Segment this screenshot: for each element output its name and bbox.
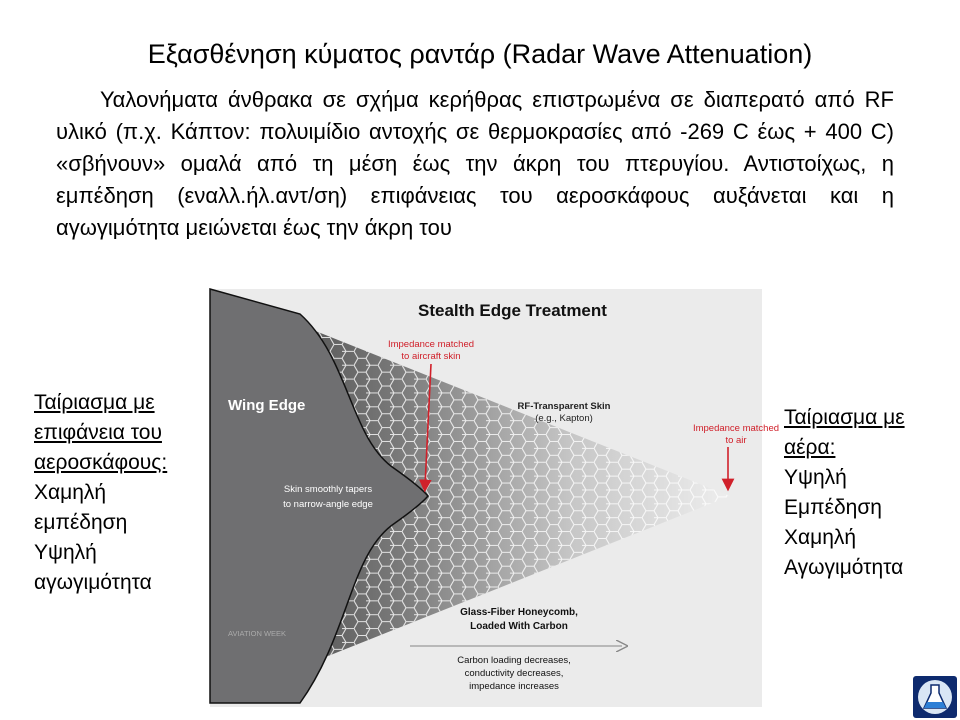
honeycomb-label: Loaded With Carbon bbox=[470, 621, 568, 632]
body-line: διαπερατό από RF υλικό (π.χ. Κάπτον: πολυιμίδιο αντοχής σε bbox=[56, 87, 894, 144]
left-note-line: Υψηλή bbox=[34, 541, 97, 564]
body-line: μέση έως την άκρη του πτερυγίου. Αντιστοίχως, η εμπέδηση bbox=[56, 151, 894, 208]
wing-edge-label: Wing Edge bbox=[228, 397, 306, 414]
left-note-heading: επιφάνεια του bbox=[34, 421, 162, 444]
impedance-air-label: to air bbox=[725, 435, 747, 446]
impedance-skin-label: to aircraft skin bbox=[401, 351, 461, 362]
diagram-title: Stealth Edge Treatment bbox=[418, 301, 607, 320]
rf-skin-label: RF-Transparent Skin bbox=[517, 401, 611, 412]
rf-skin-label: (e.g., Kapton) bbox=[535, 413, 593, 424]
slide-body-text bbox=[56, 84, 894, 244]
impedance-skin-label: Impedance matched bbox=[387, 339, 475, 350]
body-line: θερμοκρασίες από -269 C έως + 400 C) «σβήνουν» ομαλά από τη bbox=[56, 119, 894, 176]
skin-tapers-label: to narrow-angle edge bbox=[283, 499, 373, 510]
right-note-heading: Ταίριασμα με bbox=[784, 406, 905, 429]
slide-title: Εξασθένηση κύματος ραντάρ (Radar Wave Attenuation) bbox=[147, 39, 813, 69]
right-note-line: Χαμηλή bbox=[784, 526, 857, 549]
left-note-heading: αεροσκάφους: bbox=[34, 451, 168, 474]
right-note-line: Αγωγιμότητα bbox=[784, 556, 904, 579]
aviation-week-watermark: AVIATION WEEK bbox=[228, 629, 287, 638]
carbon-loading-label: conductivity decreases, bbox=[464, 668, 564, 679]
right-note-line: Εμπέδηση bbox=[784, 496, 882, 519]
body-line: (εναλλ.ήλ.αντ/ση) επιφάνειας του αεροσκάφους αυξάνεται και η bbox=[177, 183, 894, 208]
body-line: Υαλονήματα άνθρακα σε σχήμα κερήθρας επιστρωμένα σε bbox=[100, 87, 694, 112]
right-note bbox=[784, 403, 905, 583]
stealth-edge-diagram bbox=[210, 289, 780, 707]
honeycomb-label: Glass-Fiber Honeycomb, bbox=[460, 607, 578, 618]
left-note-heading: Ταίριασμα με bbox=[34, 391, 155, 414]
left-note bbox=[34, 388, 167, 598]
right-note-heading: αέρα: bbox=[784, 436, 836, 459]
left-note-line: αγωγιμότητα bbox=[34, 571, 152, 594]
carbon-loading-label: impedance increases bbox=[469, 681, 559, 692]
impedance-air-label: Impedance matched bbox=[692, 423, 780, 434]
flask-icon bbox=[913, 676, 957, 718]
skin-tapers-label: Skin smoothly tapers bbox=[283, 484, 373, 495]
left-note-line: εμπέδηση bbox=[34, 511, 128, 534]
right-note-line: Υψηλή bbox=[784, 466, 847, 489]
carbon-loading-label: Carbon loading decreases, bbox=[457, 655, 571, 666]
left-note-line: Χαμηλή bbox=[34, 481, 107, 504]
body-line: αγωγιμότητα μειώνεται έως την άκρη του bbox=[56, 215, 452, 240]
